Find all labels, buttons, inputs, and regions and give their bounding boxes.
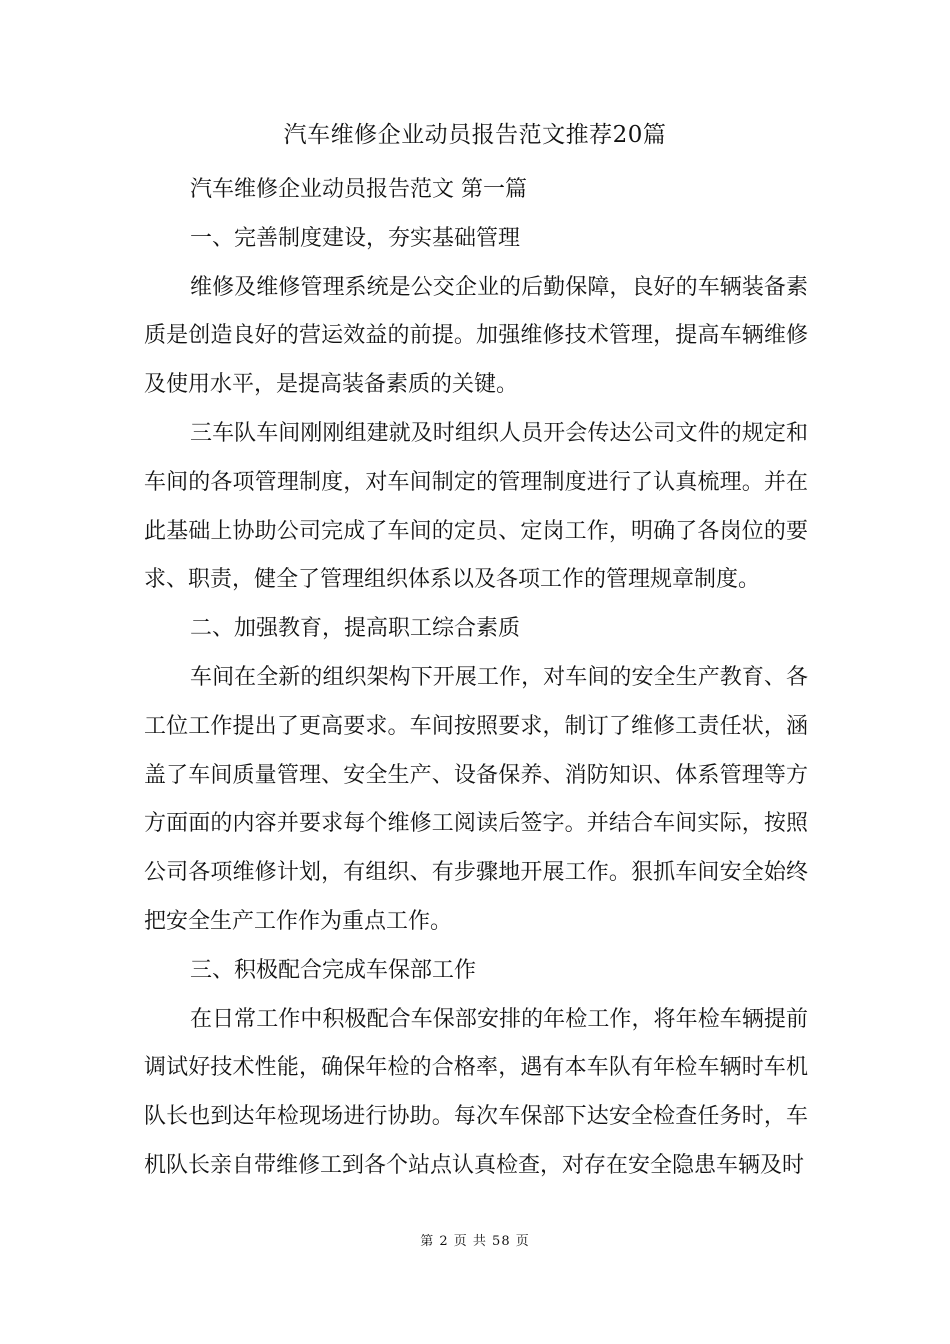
paragraph-2: 三车队车间刚刚组建就及时组织人员开会传达公司文件的规定和车间的各项管理制度，对车间制定的管理制度进行了认真梳理。并在此基础上协助公司完成了车间的定员、定岗工作，明确了各岗位的要求、职责，健全了管理组织体系以及各项工作的管理规章制度。 bbox=[144, 420, 808, 593]
section-subtitle: 汽车维修企业动员报告范文 第一篇 bbox=[190, 177, 527, 202]
document-body bbox=[144, 166, 808, 1191]
document-title: 汽车维修企业动员报告范文推荐20篇 bbox=[283, 122, 667, 148]
page-footer: 第 2 页 共 58 页 bbox=[420, 1234, 530, 1249]
section-heading-2: 二、加强教育，提高职工综合素质 bbox=[190, 616, 521, 642]
paragraph-3: 车间在全新的组织架构下开展工作，对车间的安全生产教育、各工位工作提出了更高要求。车间按照要求，制订了维修工责任状，涵盖了车间质量管理、安全生产、设备保养、消防知识、体系管理等方方面面的内容并要求每个维修工阅读后签字。并结合车间实际，按照公司各项维修计划，有组织、有步骤地开展工作。狠抓车间安全始终把安全生产工作作为重点工作。 bbox=[144, 664, 808, 934]
paragraph-4: 在日常工作中积极配合车保部安排的年检工作，将年检车辆提前调试好技术性能，确保年检的合格率，遇有本车队有年检车辆时车机队长也到达年检现场进行协助。每次车保部下达安全检查任务时，车机队长亲自带维修工到各个站点认真检查，对存在安全隐患车辆及时 bbox=[144, 1006, 808, 1178]
section-heading-1: 一、完善制度建设，夯实基础管理 bbox=[190, 225, 521, 251]
section-heading-3: 三、积极配合完成车保部工作 bbox=[190, 957, 477, 983]
paragraph-1: 维修及维修管理系统是公交企业的后勤保障，良好的车辆装备素质是创造良好的营运效益的前提。加强维修技术管理，提高车辆维修及使用水平，是提高装备素质的关键。 bbox=[144, 274, 808, 398]
